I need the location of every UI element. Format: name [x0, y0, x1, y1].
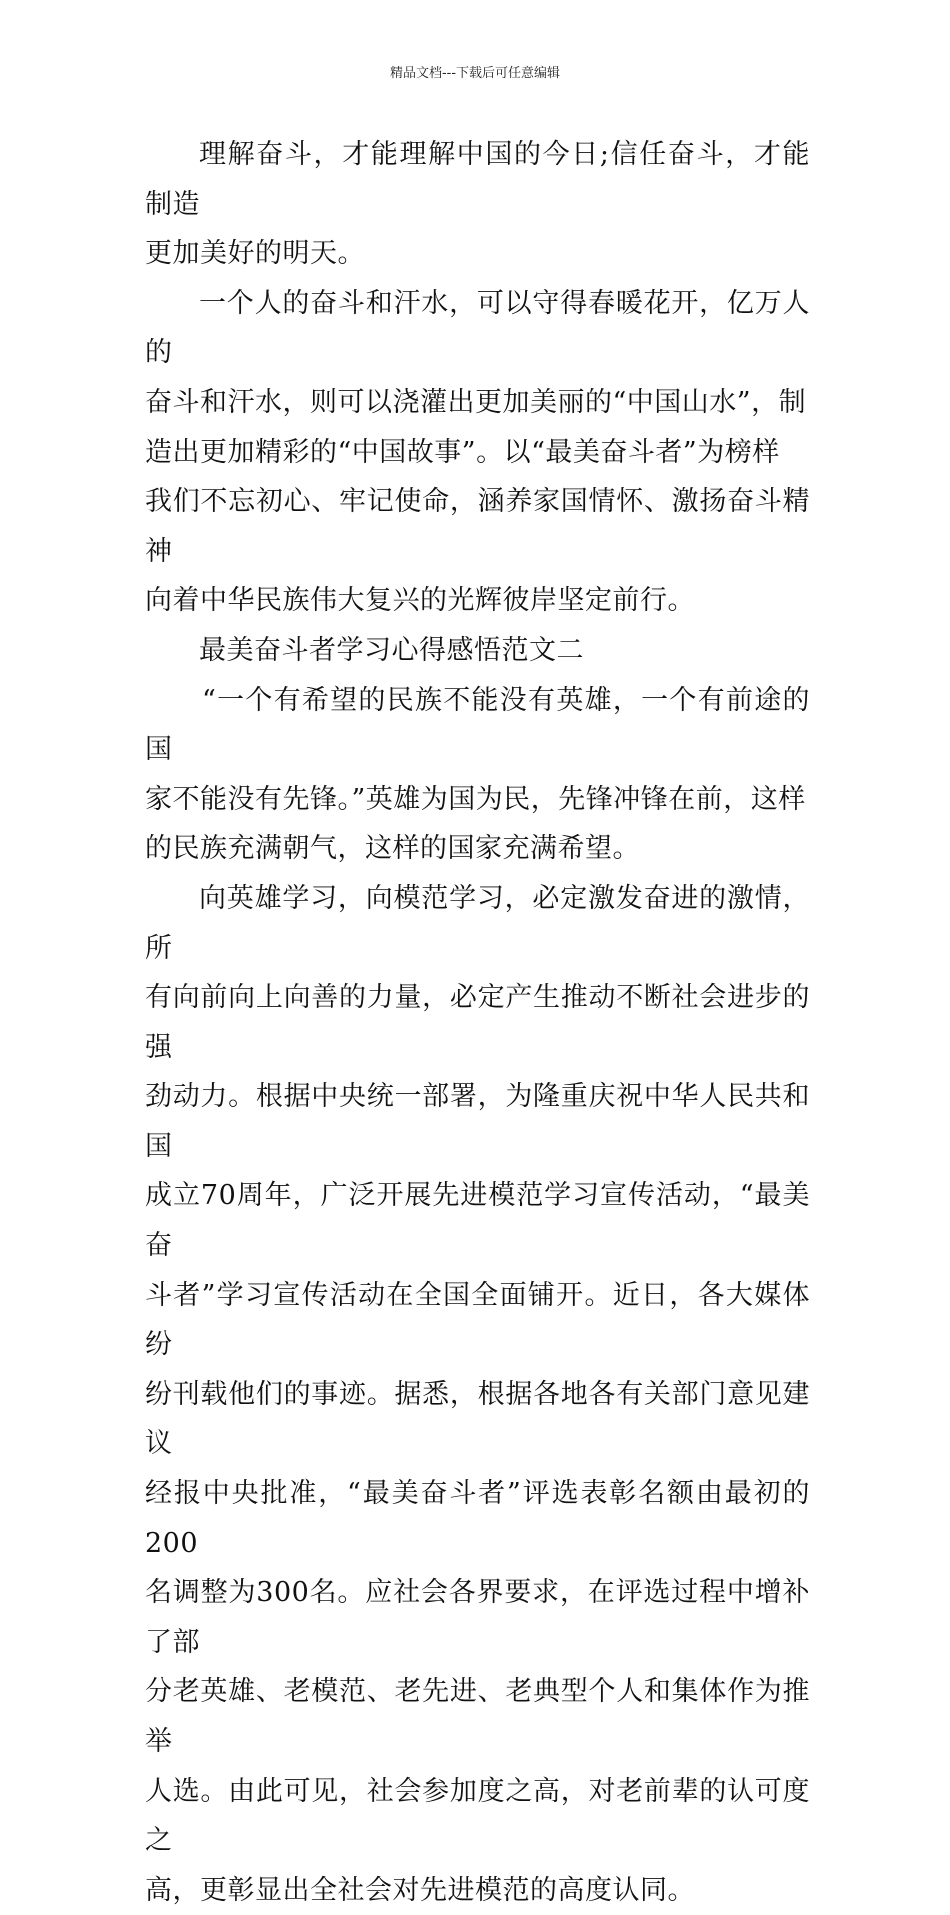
text-line: 造出更加精彩的“中国故事”。以“最美奋斗者”为榜样 — [145, 436, 780, 468]
text-line: 理解奋斗，才能理解中国的今日;信任奋斗，才能制造 — [145, 139, 810, 220]
text-line: 纷刊载他们的事迹。据悉，根据各地各有关部门意见建议 — [145, 1378, 810, 1460]
text-line: 人选。由此可见，社会参加度之高，对老前辈的认可度之 — [145, 1775, 810, 1857]
text-line: 成立70周年，广泛开展先进模范学习宣传活动，“最美奋 — [145, 1180, 810, 1262]
text-line: 经报中央批准，“最美奋斗者”评选表彰名额由最初的200 — [145, 1478, 810, 1559]
paragraph-1 — [145, 130, 810, 279]
text-line: 高，更彰显出全社会对先进模范的高度认同。 — [145, 1874, 695, 1906]
text-line: 更加美好的明天。 — [145, 238, 365, 270]
text-line: 最美奋斗者学习心得感悟范文二 — [199, 634, 584, 666]
text-line: 家不能没有先锋。”英雄为国为民，先锋冲锋在前，这样 — [145, 783, 806, 815]
text-line: 一个人的奋斗和汗水，可以守得春暖花开，亿万人的 — [145, 287, 810, 369]
text-line: 向着中华民族伟大复兴的光辉彼岸坚定前行。 — [145, 585, 695, 617]
text-line: 有向前向上向善的力量，必定产生推动不断社会进步的强 — [145, 982, 810, 1063]
text-line: 斗者”学习宣传活动在全国全面铺开。近日，各大媒体纷 — [145, 1279, 810, 1361]
paragraph-2 — [145, 279, 810, 626]
text-line: 我们不忘初心、牢记使命，涵养家国情怀、激扬奋斗精神 — [145, 486, 810, 567]
text-line: 劲动力。根据中央统一部署，为隆重庆祝中华人民共和国 — [145, 1081, 810, 1162]
paragraph-4 — [145, 874, 810, 1915]
document-body — [145, 130, 810, 1915]
text-line: 奋斗和汗水，则可以浇灌出更加美丽的“中国山水”，制 — [145, 386, 807, 418]
section-title — [145, 626, 810, 676]
text-line: 向英雄学习，向模范学习，必定激发奋进的激情，所 — [145, 882, 810, 964]
text-line: 名调整为300名。应社会各界要求，在评选过程中增补了部 — [145, 1577, 810, 1658]
text-line: 的民族充满朝气，这样的国家充满希望。 — [145, 833, 640, 865]
paragraph-3 — [145, 676, 810, 874]
page-header: 精品文档---下载后可任意编辑 — [389, 66, 561, 81]
text-line: 分老英雄、老模范、老先进、老典型个人和集体作为推举 — [145, 1676, 810, 1757]
text-line: “一个有希望的民族不能没有英雄，一个有前途的国 — [145, 684, 810, 766]
